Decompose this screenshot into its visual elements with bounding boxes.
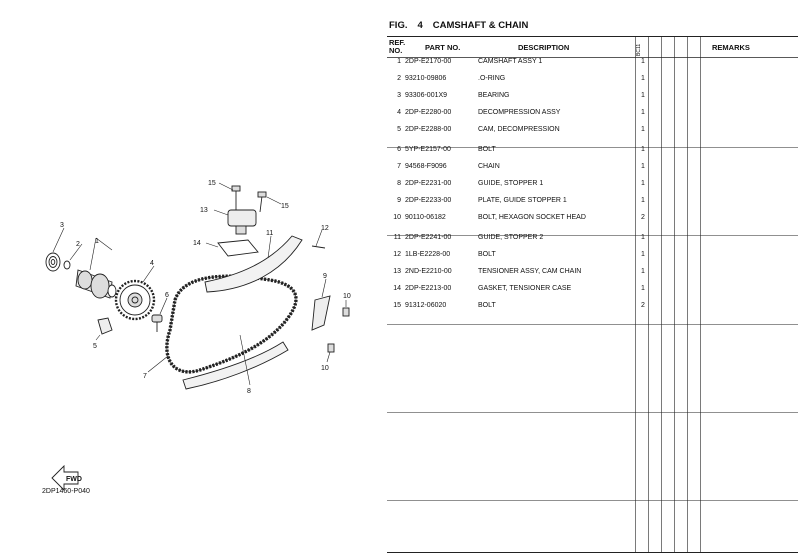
callout-12: 12 bbox=[321, 225, 329, 232]
camshaft-part bbox=[76, 270, 116, 298]
figure-name: CAMSHAFT & CHAIN bbox=[432, 20, 529, 31]
diagram-code: 2DP1460-P040 bbox=[42, 488, 90, 495]
ref-number-cell: 6 bbox=[397, 146, 401, 153]
part-number-cell: 2DP-E2170-00 bbox=[405, 58, 452, 65]
ref-number-cell: 12 bbox=[393, 251, 401, 258]
quantity-cell: 1 bbox=[641, 234, 645, 241]
callout-6: 6 bbox=[165, 292, 169, 299]
parts-table bbox=[387, 36, 798, 553]
callout-8: 8 bbox=[247, 388, 251, 395]
description-cell: CHAIN bbox=[478, 163, 500, 170]
description-cell: CAMSHAFT ASSY 1 bbox=[478, 58, 543, 65]
quantity-cell: 1 bbox=[641, 92, 645, 99]
bolt-6-part bbox=[152, 315, 162, 332]
header-ref-no: REF. NO. bbox=[389, 38, 406, 55]
o-ring-part bbox=[64, 261, 70, 269]
description-cell: GUIDE, STOPPER 1 bbox=[478, 180, 544, 187]
quantity-cell: 1 bbox=[641, 75, 645, 82]
quantity-cell: 1 bbox=[641, 180, 645, 187]
callout-11: 11 bbox=[266, 230, 274, 237]
callout-10: 10 bbox=[343, 293, 351, 300]
callout-5: 5 bbox=[93, 343, 97, 350]
callout-9: 9 bbox=[323, 273, 327, 280]
figure-number: 4 bbox=[417, 20, 423, 31]
guide-stopper-1-part bbox=[183, 342, 288, 389]
part-number-cell: 93306-001X9 bbox=[405, 92, 448, 99]
ref-number-cell: 1 bbox=[397, 58, 401, 65]
ref-number-cell: 3 bbox=[397, 92, 401, 99]
ref-number-cell: 2 bbox=[397, 75, 401, 82]
ref-number-cell: 5 bbox=[397, 126, 401, 133]
part-number-cell: 2DP-E2241-00 bbox=[405, 234, 452, 241]
bearing-part bbox=[46, 253, 60, 271]
callout-13: 13 bbox=[200, 207, 208, 214]
header-part-no: PART NO. bbox=[425, 43, 461, 52]
part-number-cell: 2DP-E2213-00 bbox=[405, 285, 452, 292]
description-cell: .O-RING bbox=[478, 75, 506, 82]
description-cell: BOLT bbox=[478, 302, 496, 309]
quantity-cell: 1 bbox=[641, 163, 645, 170]
callout-7: 7 bbox=[143, 373, 147, 380]
figure-label: FIG. bbox=[389, 20, 408, 31]
tensioner-assy-part bbox=[228, 210, 256, 234]
callout-3: 3 bbox=[60, 222, 64, 229]
part-number-cell: 93210-09806 bbox=[405, 75, 447, 82]
part-number-cell: 5YP-E2157-00 bbox=[405, 146, 451, 153]
quantity-cell: 1 bbox=[641, 251, 645, 258]
quantity-cell: 1 bbox=[641, 268, 645, 275]
description-cell: CAM, DECOMPRESSION bbox=[478, 126, 560, 133]
header-description: DESCRIPTION bbox=[518, 43, 570, 52]
ref-number-cell: 8 bbox=[397, 180, 401, 187]
description-cell: TENSIONER ASSY, CAM CHAIN bbox=[478, 268, 582, 275]
callout-14: 14 bbox=[193, 240, 201, 247]
quantity-cell: 1 bbox=[641, 58, 645, 65]
quantity-cell: 2 bbox=[641, 302, 645, 309]
callout-10b: 10 bbox=[321, 365, 329, 372]
ref-number-cell: 10 bbox=[393, 214, 401, 221]
part-number-cell: 2DP-E2231-00 bbox=[405, 180, 452, 187]
cam-chain-part bbox=[167, 276, 296, 372]
header-model-code: BC11 bbox=[636, 43, 642, 57]
callout-1: 1 bbox=[95, 238, 99, 245]
quantity-cell: 1 bbox=[641, 285, 645, 292]
description-cell: PLATE, GUIDE STOPPER 1 bbox=[478, 197, 567, 204]
part-number-cell: 2DP-E2233-00 bbox=[405, 197, 452, 204]
part-number-cell: 2DP-E2288-00 bbox=[405, 126, 452, 133]
description-cell: BOLT bbox=[478, 251, 496, 258]
ref-number-cell: 9 bbox=[397, 197, 401, 204]
cam-decompression-part bbox=[98, 318, 112, 334]
bolt-10-part bbox=[343, 308, 349, 316]
quantity-cell: 2 bbox=[641, 214, 645, 221]
ref-number-cell: 7 bbox=[397, 163, 401, 170]
callout-2: 2 bbox=[76, 241, 80, 248]
part-number-cell: 90110-06182 bbox=[405, 214, 446, 221]
part-number-cell: 2ND-E2210-00 bbox=[405, 268, 452, 275]
fwd-label: FWD bbox=[66, 476, 82, 483]
part-number-cell: 1LB-E2228-00 bbox=[405, 251, 451, 258]
quantity-cell: 1 bbox=[641, 197, 645, 204]
callout-15: 15 bbox=[208, 180, 216, 187]
ref-number-cell: 14 bbox=[393, 285, 401, 292]
ref-number-cell: 13 bbox=[393, 268, 401, 275]
bolt-12-part bbox=[312, 246, 325, 248]
diagram-drawing bbox=[0, 0, 385, 559]
tensioner-gasket-part bbox=[218, 240, 258, 256]
part-number-cell: 2DP-E2280-00 bbox=[405, 109, 452, 116]
quantity-cell: 1 bbox=[641, 109, 645, 116]
callout-4: 4 bbox=[150, 260, 154, 267]
plate-guide-stopper-part bbox=[312, 296, 330, 330]
ref-number-cell: 15 bbox=[393, 302, 401, 309]
ref-number-cell: 4 bbox=[397, 109, 401, 116]
exploded-parts-diagram bbox=[0, 0, 385, 559]
description-cell: BEARING bbox=[478, 92, 510, 99]
part-number-cell: 94568-F9096 bbox=[405, 163, 447, 170]
description-cell: BOLT bbox=[478, 146, 496, 153]
part-number-cell: 91312-06020 bbox=[405, 302, 447, 309]
description-cell: GASKET, TENSIONER CASE bbox=[478, 285, 572, 292]
quantity-cell: 1 bbox=[641, 146, 645, 153]
description-cell: BOLT, HEXAGON SOCKET HEAD bbox=[478, 214, 586, 221]
quantity-cell: 1 bbox=[641, 126, 645, 133]
figure-title bbox=[389, 20, 528, 31]
callout-15b: 15 bbox=[281, 203, 289, 210]
description-cell: GUIDE, STOPPER 2 bbox=[478, 234, 544, 241]
decompression-sprocket-part bbox=[116, 281, 154, 319]
ref-number-cell: 11 bbox=[393, 234, 401, 241]
header-remarks: REMARKS bbox=[712, 43, 750, 52]
fwd-arrow-icon bbox=[52, 466, 82, 490]
description-cell: DECOMPRESSION ASSY bbox=[478, 109, 561, 116]
